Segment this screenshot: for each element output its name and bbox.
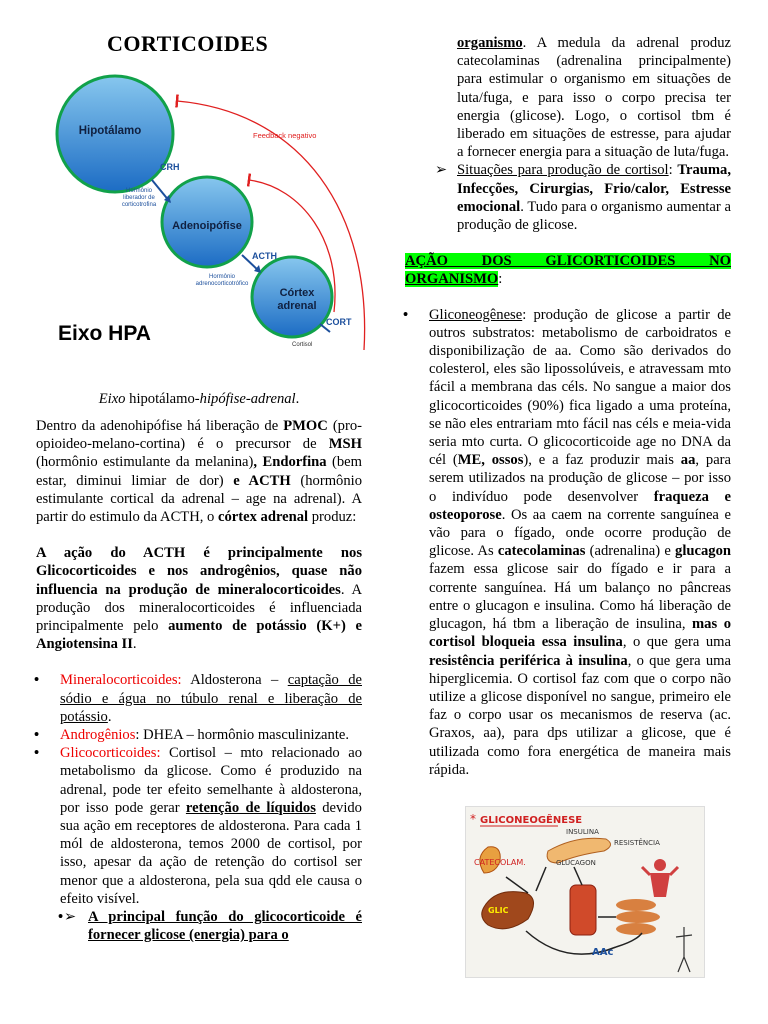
sketch-catecol: CATECOLAM. [474, 858, 526, 867]
acth-sub-2: adrenocorticotrófico [195, 281, 249, 287]
list-item-glicocorticoides: • Glicocorticoides: Cortisol – mto relacionado ao metabolismo da glicose. Como é produzido na adrenal, pode ter efeito semelhante à aldosterona, por isso pode gerar retenção de líquidos devido sua ação em receptores de aldosterona. Para cada 1 mól de aldosterona, temos 2000 de cortisol, por isso, apesar da ação de retenção do cortisol ser menor que a aldosterona, pela sua qdd ele causa o efeito visível. • ➢ A principal função do glicocorticoide é fornecer glicose (energia) para o [36, 744, 362, 944]
paragraph-acth-action: A ação do ACTH é principalmente nos Glicocorticoides e nos androgênios, quase não influencia na produção de mineralocorticoides. A produção dos mineralocorticoides é influenciada principalmente pelo aumento de potássio (K+) e Angiotensina II. [36, 545, 363, 653]
acth-sub-1: Hormônio [208, 274, 236, 280]
list-item-mineralocorticoides: • Mineralocorticoides: Aldosterona – captação de sódio e água no túbulo renal e liberação de potássio. [36, 671, 362, 726]
eixo-hpa-label: Eixo HPA [58, 322, 151, 345]
actions-list [405, 306, 731, 779]
sketch-resistencia: RESISTÊNCIA [614, 839, 660, 847]
cort-sub: Cortisol [292, 342, 313, 348]
cort-label: CORT [326, 317, 352, 327]
paragraph-acth-intro: Dentro da adenohipófise há liberação de PMOC (pro-opioideo-melano-cortina) é o precursor de MSH (hormônio estimulante da melanina), Endorfina (bem estar, diminui limiar de dor) e ACTH (hormônio estimulante cortical da adrenal – age na adrenal). A partir do estimulo da ACTH, o córtex adrenal produz: [36, 418, 362, 526]
crh-sub-2: liberador de [123, 195, 155, 201]
cortex-label-2: adrenal [277, 300, 317, 312]
acth-label: ACTH [252, 251, 277, 261]
hpa-axis-diagram [52, 72, 376, 360]
sketch-title: GLICONEOGÊNESE [480, 815, 583, 826]
list-item-gliconeogenese: • Gliconeogênese: produção de glicose a partir de outros substratos: metabolismo de carboidratos e disponibilização de aa. Como são derivados do colesterol, eles são lipossolúveis, e atravessam mto fácil a membrana das céls. No sangue a maior dos glicocorticoides (90%) fica ligado a uma proteína, se não eles entrariam mto fácil nas céls e meia-vida seria mto curta. O glicocorticoide age no DNA da cél (ME, ossos), e a faz produzir mais aa, para serem utilizados na produção de glicose – por isso o indivíduo pode desenvolver fraqueza e osteoporose. Os aa caem na corrente sanguínea e vão para o fígado, onde ocorre produção de glicose. As catecolaminas (adrenalina) e glucagon fazem essa glicose sair do fígado e ir para a corrente sanguínea. Há um balanço no pâncreas entre o glucagon e insulina. Como há liberação de glucagon, há tbm a liberação de insulina, mas o cortisol bloqueia essa insulina, o que gera uma resistência periférica à insulina, o que gera uma hiperglicemia. O cortisol faz com que o corpo não utilize a glicose disponível no sangue, primeiro ele faz o corpo usar os mecanismos de reserva (ac. Graxos, aa), para dps utilizar a glicose, que é utilizada como fora energética de maneira mais rápida. [405, 306, 731, 779]
right-column [405, 34, 731, 779]
glicocorticoide-sublist [36, 908, 362, 944]
figure-caption: Eixo hipotálamo-hipófise-adrenal. [98, 391, 300, 407]
adenohipofise-label: Adenoipófise [172, 220, 242, 232]
left-column [36, 417, 362, 944]
sketch-glucagon: GLUCAGON [556, 859, 596, 867]
section-heading: AÇÃO DOS GLICORTICOIDES NO ORGANISMO: [405, 253, 731, 288]
cortex-label-1: Córtex [279, 287, 315, 299]
crh-label: CRH [160, 162, 180, 172]
sketch-aac: AAc [592, 947, 614, 958]
continued-text: organismo. A medula da adrenal produz catecolaminas (adrenalina principalmente) para estimular o organismo em situações de luta/fuga, e para isso o corpo precisa ter energia (glicose). Logo, o cortisol tbm é liberado em situações de estresse, para ajudar a fornecer energia para a situação de luta/fuga. [457, 35, 731, 161]
hipotalamo-label: Hipotálamo [78, 125, 142, 137]
sketch-insulina: INSULINA [566, 828, 599, 836]
vessel-drawing [570, 885, 596, 935]
hormone-list [36, 671, 362, 944]
crh-sub-3: corticotrofina [121, 202, 157, 208]
feedback-label: Feedback negativo [253, 131, 317, 140]
cortisol-situations [405, 161, 731, 234]
sketch-glic: GLIC [488, 906, 509, 915]
sublist-item-situacoes: ➢ Situações para produção de cortisol: Trauma, Infecções, Cirurgias, Frio/calor, Estresse emocional. Tudo para o organismo aumentar a produção de glicose. [435, 162, 731, 234]
gliconeogenese-sketch [465, 806, 705, 978]
sketch-star: * [470, 812, 476, 826]
crh-sub-1: Hormônio [125, 188, 153, 194]
list-item-androgenios: • Androgênios: DHEA – hormônio masculinizante. [36, 726, 362, 744]
sublist-item-funcao: • ➢ A principal função do glicocorticoide é fornecer glicose (energia) para o [60, 908, 362, 944]
page-title: CORTICOIDES [107, 31, 269, 56]
